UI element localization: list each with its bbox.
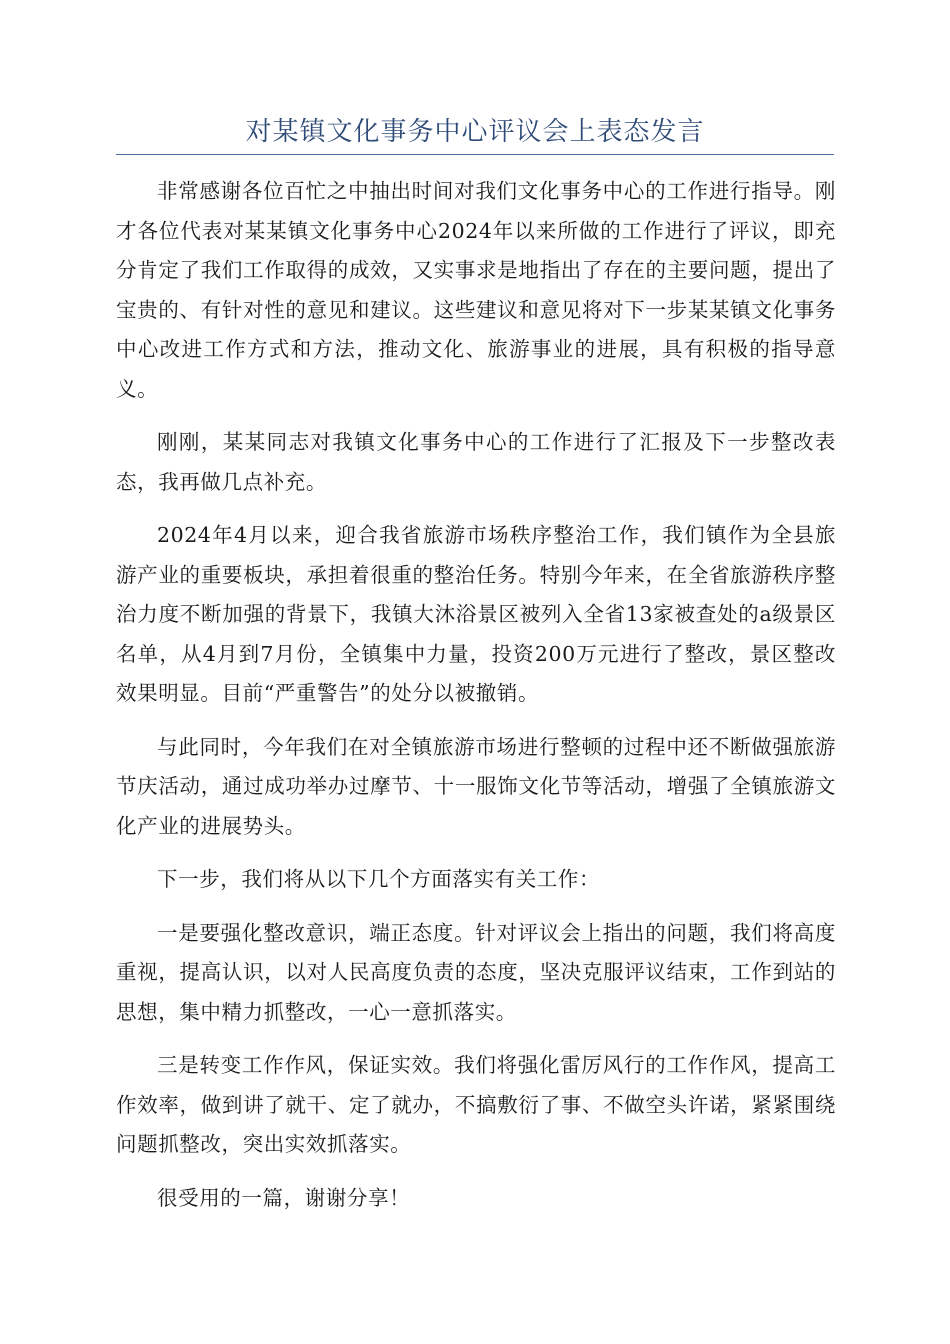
paragraph-6: 一是要强化整改意识，端正态度。针对评议会上指出的问题，我们将高度重视，提高认识，以对人民高度负责的态度，坚决克服评议结束，工作到站的思想，集中精力抓整改，一心一意抓落实。: [116, 920, 836, 1024]
document-body: [116, 172, 836, 1232]
paragraph-4: 与此同时，今年我们在对全镇旅游市场进行整顿的过程中还不断做强旅游节庆活动，通过成功举办过摩节、十一服饰文化节等活动，增强了全镇旅游文化产业的进展势头。: [116, 734, 836, 838]
paragraph-3: 2024年4月以来，迎合我省旅游市场秩序整治工作，我们镇作为全县旅游产业的重要板块，承担着很重的整治任务。特别今年来，在全省旅游秩序整治力度不断加强的背景下，我镇大沐浴景区被列入全省13家被查处的a级景区名单，从4月到7月份，全镇集中力量，投资200万元进行了整改，景区整改效果明显。目前“严重警告”的处分以被撤销。: [116, 523, 836, 705]
paragraph-8: 很受用的一篇，谢谢分享！: [157, 1185, 411, 1210]
document-title: 对某镇文化事务中心评议会上表态发言: [245, 117, 705, 147]
title-underline: [116, 154, 834, 155]
paragraph-1: 非常感谢各位百忙之中抽出时间对我们文化事务中心的工作进行指导。刚才各位代表对某某镇文化事务中心2024年以来所做的工作进行了评议，即充分肯定了我们工作取得的成效，又实事求是地指出了存在的主要问题，提出了宝贵的、有针对性的意见和建议。这些建议和意见将对下一步某某镇文化事务中心改进工作方式和方法，推动文化、旅游事业的进展，具有积极的指导意义。: [116, 179, 836, 401]
paragraph-5: 下一步，我们将从以下几个方面落实有关工作：: [157, 867, 601, 891]
paragraph-2: 刚刚，某某同志对我镇文化事务中心的工作进行了汇报及下一步整改表态，我再做几点补充。: [116, 430, 836, 494]
paragraph-7: 三是转变工作作风，保证实效。我们将强化雷厉风行的工作作风，提高工作效率，做到讲了就干、定了就办，不搞敷衍了事、不做空头许诺，紧紧围绕问题抓整改，突出实效抓落实。: [116, 1053, 836, 1156]
